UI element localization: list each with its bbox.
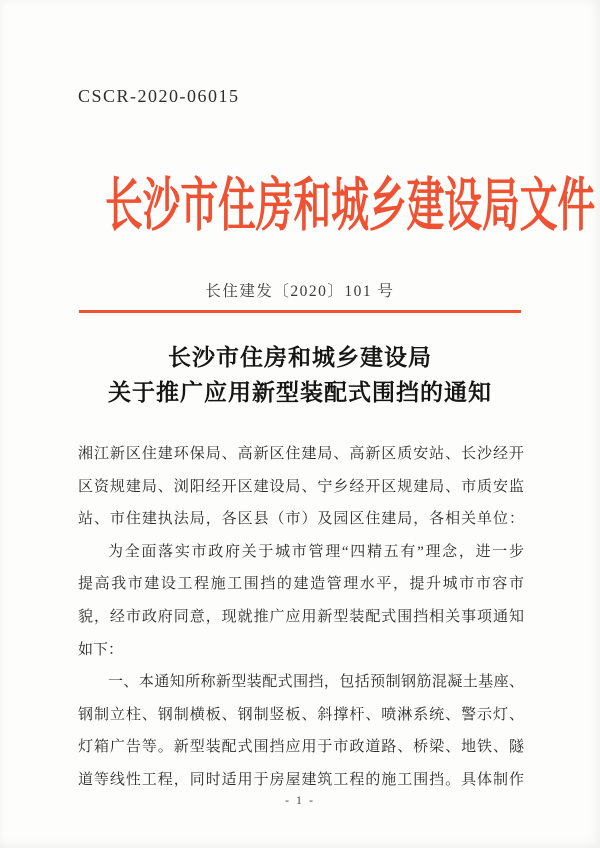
body-line: 站、市住建执法局，各区县（市）及园区住建局，各相关单位：: [78, 511, 524, 528]
doc-title: [0, 340, 600, 410]
body-line: 一、本通知所称新型装配式围挡，包括预制钢筋混凝土基座、: [108, 674, 524, 691]
doc-title-line2: 关于推广应用新型装配式围挡的通知: [108, 380, 492, 405]
org-header-title: 长沙市住房和城乡建设局文件: [105, 173, 596, 238]
body-line: 如下：: [78, 641, 124, 658]
body-paragraphs: [78, 438, 524, 797]
red-divider-line: [79, 310, 521, 313]
body-line: 貌，经市政府同意，现就推广应用新型装配式围挡相关事项通知: [78, 608, 524, 625]
doc-title-line1: 长沙市住房和城乡建设局: [168, 345, 432, 370]
body-line: 区资规建局、浏阳经开区建设局、宁乡经开区规建局、市质安监: [78, 478, 524, 495]
retrieval-code: CSCR-2020-06015: [78, 86, 240, 106]
page-number: - 1 -: [285, 793, 315, 807]
body-line: 钢制立柱、钢制横板、钢制竖板、斜撑杆、喷淋系统、警示灯、: [78, 706, 524, 723]
body-line: 提高我市建设工程施工围挡的建造管理水平，提升城市市容市: [78, 576, 524, 593]
body-line: 灯箱广告等。新型装配式围挡应用于市政道路、桥梁、地铁、隧: [78, 739, 524, 756]
body-line: 湘江新区住建环保局、高新区住建局、高新区质安站、长沙经开: [78, 446, 524, 462]
body-line: 道等线性工程，同时适用于房屋建筑工程的施工围挡。具体制作: [78, 771, 524, 788]
body-line: 为全面落实市政府关于城市管理“四精五有”理念，进一步: [108, 543, 524, 560]
doc-number: 长住建发〔2020〕101 号: [205, 283, 395, 300]
